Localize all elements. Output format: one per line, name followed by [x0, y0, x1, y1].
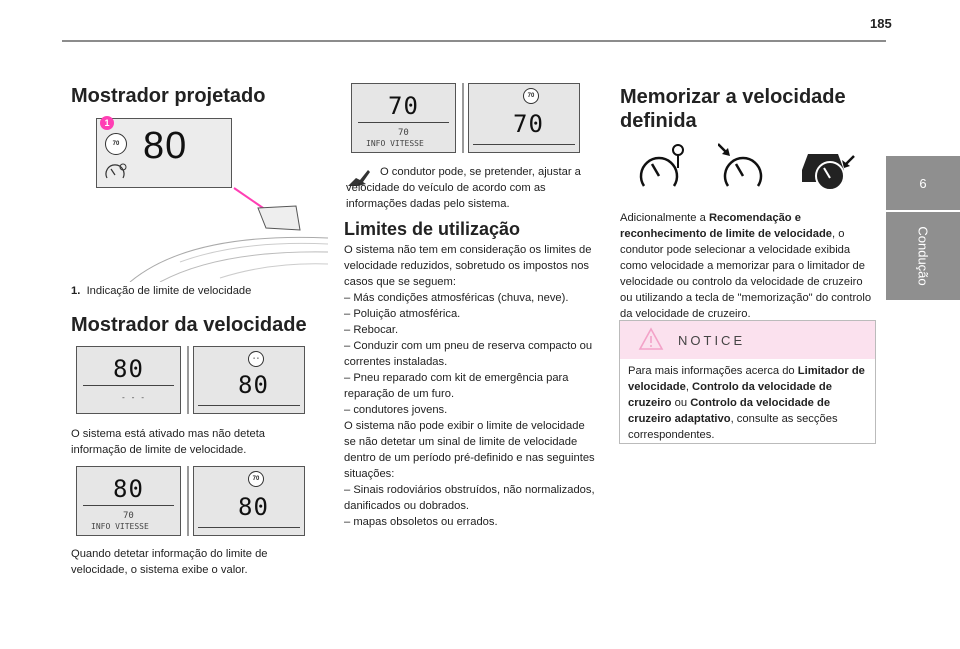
limits-list-item: – Rebocar.	[344, 324, 399, 336]
dashboard-line-drawing	[70, 112, 330, 282]
speedometer-memory-icon	[638, 142, 690, 192]
speed-value: 80	[238, 371, 269, 399]
notice-body	[620, 359, 875, 447]
speed-limit-sign-icon: - -	[248, 351, 264, 367]
notice-box	[619, 320, 876, 444]
speed-limit-sign-icon: 70	[523, 88, 539, 104]
speedometer-limiter-icon	[718, 142, 770, 192]
separator	[462, 83, 464, 153]
info-vitesse-label: INFO VITESSE	[366, 139, 424, 148]
speed-display-right-2	[193, 466, 305, 536]
page-number: 185	[870, 16, 892, 31]
heading-speed-display: Mostrador da velocidade	[71, 314, 307, 336]
paragraph-detected: Quando detetar informação do limite de velocidade, o sistema exibe o valor.	[71, 548, 268, 576]
speed-display-right-1	[193, 346, 305, 414]
chapter-number-tab[interactable]: 6	[886, 156, 960, 210]
speed-display-right-3	[468, 83, 580, 153]
limit-value-small: 70	[123, 511, 134, 521]
heading-usage-limits: Limites de utilização	[344, 219, 521, 239]
speed-display-left-3	[351, 83, 456, 153]
speed-value: 80	[113, 475, 144, 503]
memorize-paragraph	[620, 210, 874, 322]
display-divider	[83, 385, 174, 386]
car-cruise-icon	[798, 140, 858, 196]
heading-line-2: definida	[620, 110, 697, 132]
callout-marker: 1	[100, 116, 114, 130]
notice-bold: Controlo da velocidade de cruzeiro	[628, 381, 832, 409]
limits-list-item: – Sinais rodoviários obstruídos, não normalizados, danificados ou dobrados.	[344, 484, 595, 512]
display-divider	[473, 144, 575, 145]
header-rule	[62, 40, 886, 42]
speed-value: 70	[388, 92, 419, 120]
notice-bold: Limitador de velocidade	[628, 365, 865, 393]
memorize-text-end: , o condutor pode selecionar a velocidade exibida como velocidade a memorizar para o limitador de velocidade ou controlo da velocidade de cruzeiro ou utilizando a tecla de "memorização" do controlo da velocidade de cruzeiro.	[620, 228, 872, 320]
caption-number: 1.	[71, 285, 81, 297]
speed-limit-sign-icon: 70	[105, 133, 127, 155]
hud-illustration	[70, 112, 330, 282]
memorize-icons	[638, 140, 858, 196]
figure-caption	[71, 283, 331, 299]
limits-list-item: – mapas obsoletos ou errados.	[344, 516, 498, 528]
heading-projected-display: Mostrador projetado	[71, 85, 266, 107]
paragraph-no-detection: O sistema está ativado mas não deteta informação de limite de velocidade.	[71, 428, 266, 456]
speed-value: 80	[113, 355, 144, 383]
display-divider	[198, 527, 300, 528]
limits-list-item: – Poluição atmosférica.	[344, 308, 461, 320]
notice-header	[620, 321, 875, 359]
speed-display-left-1	[76, 346, 181, 414]
limits-list-item: – Pneu reparado com kit de emergência para reparação de um furo.	[344, 372, 569, 400]
warning-icon	[638, 327, 664, 351]
driver-note: O condutor pode, se pretender, ajustar a velocidade do veículo de acordo com as informações dadas pelo sistema.	[346, 166, 581, 210]
speed-display-left-2	[76, 466, 181, 536]
caption-text: Indicação de limite de velocidade	[86, 285, 252, 297]
limits-list-item: – Más condições atmosféricas (chuva, neve).	[344, 292, 569, 304]
notice-text: ou	[671, 397, 691, 409]
heading-memorize-speed	[620, 85, 846, 133]
memorize-text-start: Adicionalmente a	[620, 212, 709, 224]
speed-limit-sign-icon: 70	[248, 471, 264, 487]
heading-line-1: Memorizar a velocidade	[620, 86, 846, 108]
limits-section-body	[344, 242, 599, 530]
notice-title: NOTICE	[678, 333, 746, 348]
no-limit-indicator: - - -	[121, 393, 146, 402]
speed-value: 70	[513, 110, 544, 138]
memorize-text-bold: Recomendação e reconhecimento de limite de velocidade	[620, 212, 833, 240]
limits-intro-2: O sistema não pode exibir o limite de velocidade se não detetar um sinal de limite de velocidade dentro de um período pré-definido e nas seguintes situações:	[344, 420, 595, 480]
limits-intro: O sistema não tem em consideração os limites de velocidade reduzidos, sobretudo os impostos nos casos que se seguem:	[344, 244, 592, 288]
separator	[187, 346, 189, 414]
hud-speed: 80	[143, 125, 188, 167]
chapter-title: Condução	[915, 226, 931, 286]
limits-list-item: – condutores jovens.	[344, 404, 448, 416]
separator	[187, 466, 189, 536]
chapter-title-tab[interactable]	[886, 212, 960, 300]
limits-list-item: – Conduzir com um pneu de reserva compacto ou correntes instaladas.	[344, 340, 593, 368]
notice-text: , consulte as secções correspondentes.	[628, 413, 838, 441]
notice-text: Para mais informações acerca do	[628, 365, 798, 377]
display-divider	[358, 122, 449, 123]
notice-text: ,	[685, 381, 693, 393]
info-vitesse-label: INFO VITESSE	[91, 522, 149, 531]
notice-bold: Controlo da velocidade de cruzeiro adaptativo	[628, 397, 831, 425]
display-divider	[198, 405, 300, 406]
display-divider	[83, 505, 174, 506]
limit-value-small: 70	[398, 128, 409, 138]
speed-value: 80	[238, 493, 269, 521]
